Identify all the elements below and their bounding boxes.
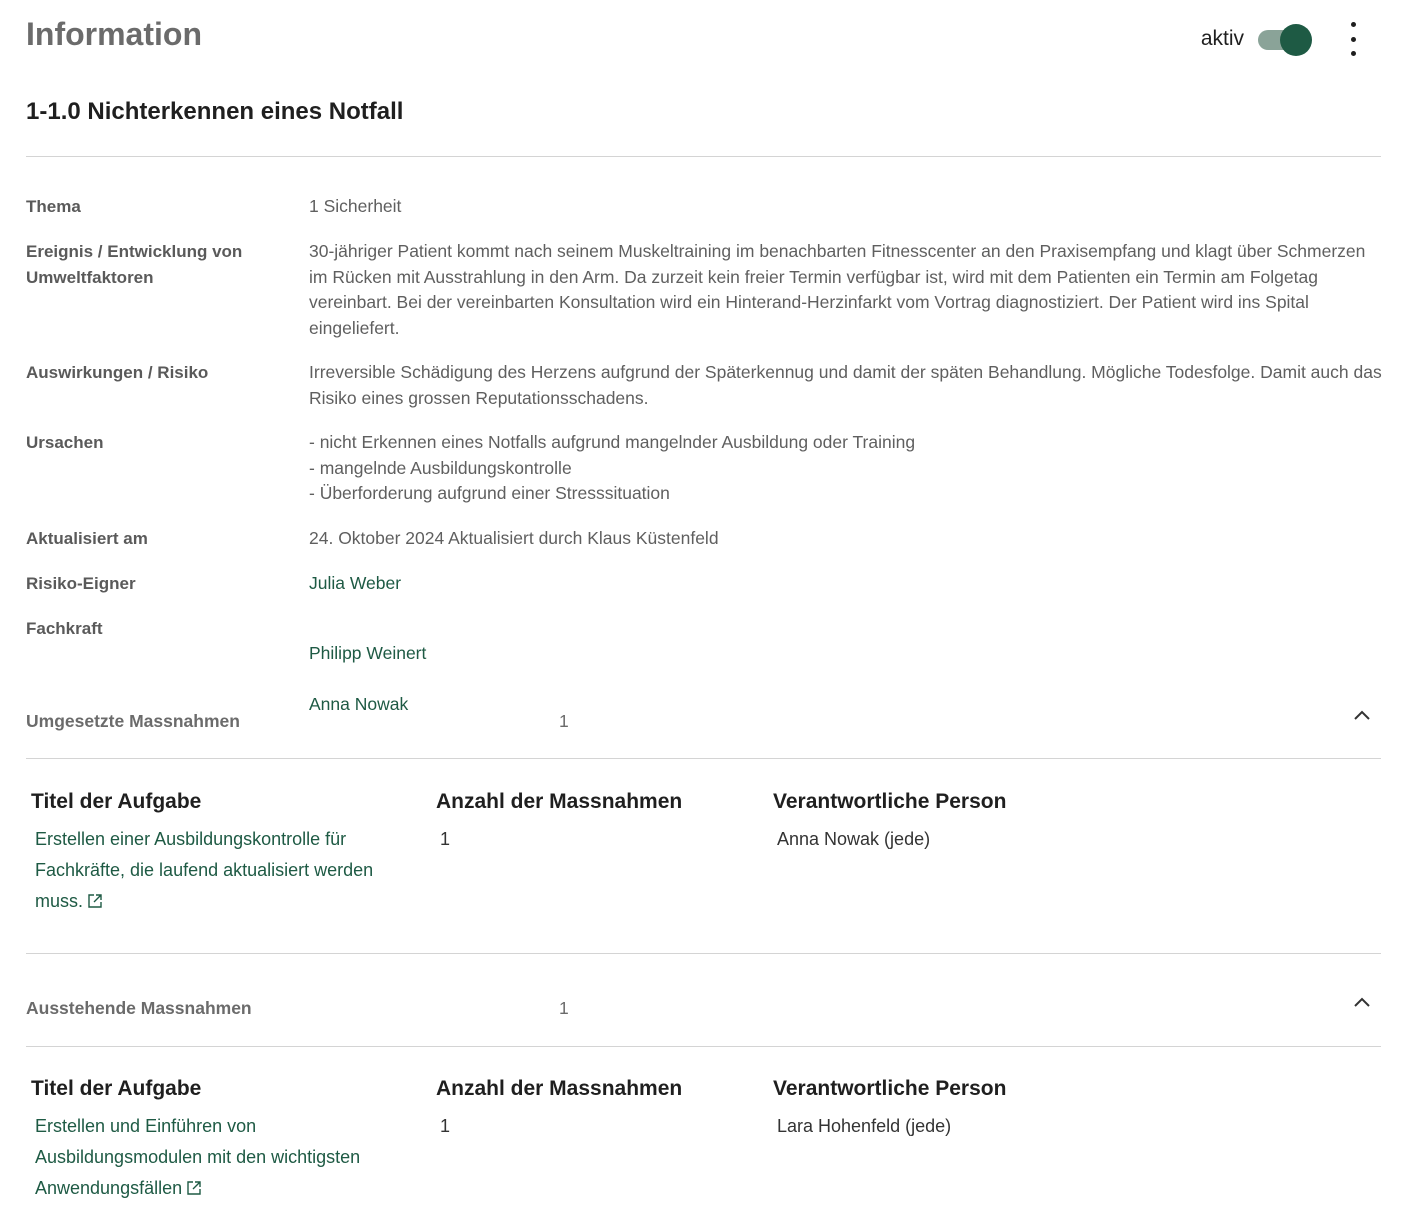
section-umgesetzte-header[interactable] <box>26 711 1381 741</box>
detail-label: Ursachen <box>26 433 104 452</box>
external-link-icon <box>186 1180 202 1196</box>
task-link[interactable] <box>35 1111 415 1204</box>
divider <box>26 758 1381 759</box>
umgesetzte-table <box>31 790 1371 930</box>
detail-label: Ereignis / Entwicklung von Umweltfaktoren <box>26 242 243 287</box>
detail-value: 30-jähriger Patient kommt nach seinem Muskeltraining im benachbarten Fitnesscenter an den Praxisempfang und klagt über Schmerzen im Rücken mit Ausstrahlung in den Arm. Da zurzeit kein freier Termin verfügbar ist, wird mit dem Patienten ein Termin am Folgetag vereinbart. Bei der vereinbarten Konsultation wird ein Hinterand-Herzinfarkt vom Vortrag diagnostiziert. Der Patient wird ins Spital eingeliefert. <box>309 241 1366 338</box>
detail-row-auswirkungen <box>26 360 1386 411</box>
section-title: Ausstehende Massnahmen <box>26 998 252 1018</box>
divider <box>26 953 1381 954</box>
detail-value: 24. Oktober 2024 Aktualisiert durch Klaus Küstenfeld <box>309 527 719 548</box>
task-title: Erstellen einer Ausbildungskontrolle für Fachkräfte, die laufend aktualisiert werden muss. <box>35 829 374 911</box>
risk-owner-link[interactable]: Julia Weber <box>309 572 402 593</box>
task-link[interactable] <box>35 824 415 917</box>
section-ausstehende-header[interactable] <box>26 998 1381 1028</box>
column-header: Anzahl der Massnahmen <box>436 1077 683 1100</box>
detail-value: Irreversible Schädigung des Herzens aufgrund der Späterkennug und damit der späten Behandlung. Mögliche Todesfolge. Damit auch das Risiko eines grossen Reputationsschadens. <box>309 362 1382 408</box>
detail-label: Auswirkungen / Risiko <box>26 363 209 382</box>
column-header: Titel der Aufgabe <box>31 1077 202 1100</box>
detail-label: Thema <box>26 197 81 216</box>
column-header: Titel der Aufgabe <box>31 790 202 813</box>
detail-row-thema <box>26 194 1386 220</box>
detail-row-eigner <box>26 571 1386 597</box>
ausstehende-table <box>31 1077 1371 1217</box>
column-header: Verantwortliche Person <box>773 790 1007 813</box>
task-count: 1 <box>440 829 451 849</box>
section-title: Umgesetzte Massnahmen <box>26 711 240 731</box>
divider <box>26 1046 1381 1047</box>
header-actions <box>1201 22 1358 56</box>
chevron-up-icon[interactable] <box>1351 705 1373 727</box>
specialist-link[interactable]: Anna Nowak <box>309 694 409 714</box>
task-title: Erstellen und Einführen von Ausbildungsmodulen mit den wichtigsten Anwendungsfällen <box>35 1116 361 1198</box>
detail-row-aktualisiert <box>26 526 1386 552</box>
detail-label: Risiko-Eigner <box>26 573 136 593</box>
detail-label: Aktualisiert am <box>26 528 148 548</box>
risk-title: 1-1.0 Nichterkennen eines Notfall <box>26 98 404 125</box>
column-header: Anzahl der Massnahmen <box>436 790 683 813</box>
status-label: aktiv <box>1200 27 1244 50</box>
details-list <box>26 194 1386 762</box>
chevron-up-icon[interactable] <box>1351 992 1373 1014</box>
section-count: 1 <box>559 711 569 731</box>
divider <box>26 156 1381 157</box>
task-count: 1 <box>440 1116 451 1136</box>
responsible-person: Anna Nowak (jede) <box>777 829 931 849</box>
detail-row-ursachen <box>26 430 1386 507</box>
detail-row-ereignis <box>26 239 1386 341</box>
external-link-icon <box>87 893 103 909</box>
detail-value: - nicht Erkennen eines Notfalls aufgrund mangelnder Ausbildung oder Training - mangelnde Ausbildungskontrolle - Überforderung aufgrund einer Stresssituation <box>309 432 916 503</box>
column-header: Verantwortliche Person <box>773 1077 1007 1100</box>
page-title: Information <box>26 16 202 52</box>
detail-label: Fachkraft <box>26 618 103 638</box>
specialist-link[interactable]: Philipp Weinert <box>309 643 427 663</box>
toggle-thumb <box>1280 24 1312 56</box>
detail-value: 1 Sicherheit <box>309 196 402 216</box>
responsible-person: Lara Hohenfeld (jede) <box>777 1116 952 1136</box>
active-toggle[interactable] <box>1256 26 1312 52</box>
section-count: 1 <box>559 998 569 1018</box>
kebab-menu-icon[interactable] <box>1348 22 1358 56</box>
